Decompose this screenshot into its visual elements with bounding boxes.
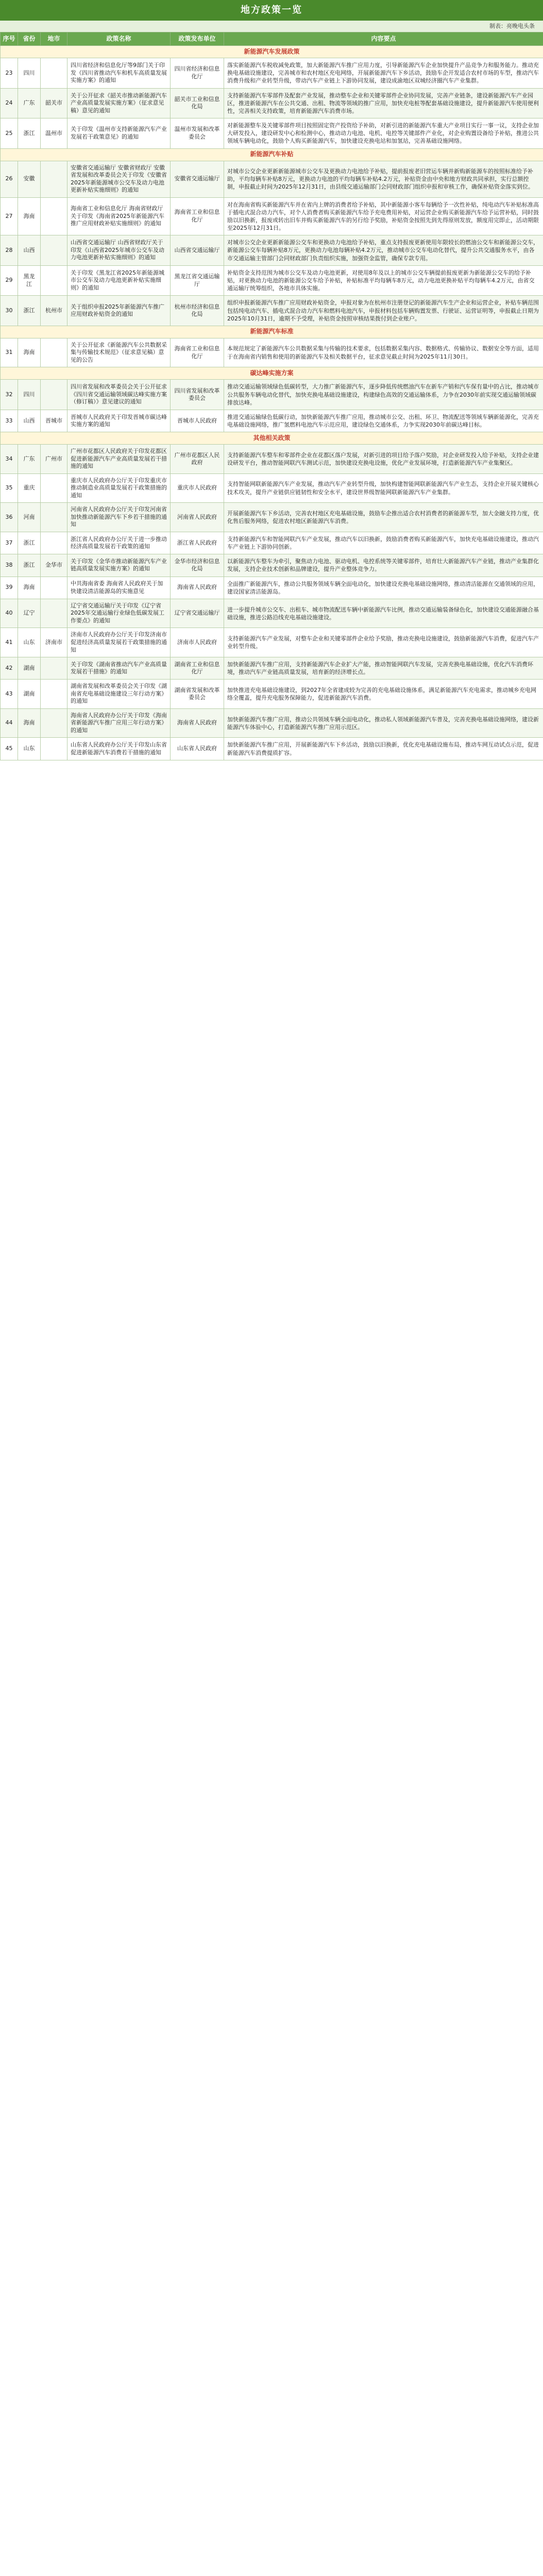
row-issuer: 浙江省人民政府: [171, 532, 224, 554]
row-province: 安徽: [18, 161, 41, 197]
section-title: 新能源汽车补贴: [1, 148, 543, 161]
row-policy-name: 山西省交通运输厅 山西省财政厅关于印发《山西省2025年城市公交车及动力电池更新补贴实施细则》的通知: [67, 235, 171, 266]
section-title: 新能源汽车标准: [1, 326, 543, 338]
row-policy-name: 山东省人民政府办公厅关于印发山东省促进新能源汽车消费若干措施的通知: [67, 738, 171, 760]
row-city: [41, 708, 67, 738]
row-city: 韶关市: [41, 88, 67, 118]
row-issuer: 安徽省交通运输厅: [171, 161, 224, 197]
row-policy-name: 安徽省交通运输厅 安徽省财政厅 安徽省发展和改革委员会关于印发《安徽省2025年新能源城市公交车及动力电池更新补贴实施细则》的通知: [67, 161, 171, 197]
column-header-policy-name: 政策名称: [67, 32, 171, 46]
row-key-points: 支持新能源汽车产业发展，对整车企业和关键零部件企业给予奖励，推动充换电设施建设，鼓励新能源汽车消费，促进汽车产业转型升级。: [224, 628, 543, 657]
row-province: 山东: [18, 628, 41, 657]
row-key-points: 对在海南省购买新能源汽车并在省内上牌的消费者给予补贴，其中新能源小客车每辆给予一次性补贴，纯电动汽车补贴标准高于插电式混合动力汽车，对个人消费者购买新能源汽车给予充电费用补贴，对运营企业购买新能源汽车给予运营补贴，同时鼓励以旧换新，报废或转出旧车并购买新能源汽车的另行给予奖励，补贴资金按照先到先得原则发放，额度用完即止，活动期限至2025年12月31日。: [224, 197, 543, 235]
table-row: [1, 708, 543, 738]
table-row: [1, 88, 543, 118]
section-header-row: [1, 326, 543, 338]
row-issuer: 四川省经济和信息化厅: [171, 58, 224, 89]
row-key-points: 加快新能源汽车推广应用，支持新能源汽车企业扩大产能，推动智能网联汽车发展，完善充换电基础设施，优化汽车消费环境，推动汽车产业链高质量发展，培育新的经济增长点。: [224, 657, 543, 680]
row-issuer: 山东省人民政府: [171, 738, 224, 760]
row-province: 广东: [18, 88, 41, 118]
row-policy-name: 重庆市人民政府办公厅关于印发重庆市推动制造业高质量发展若干政策措施的通知: [67, 473, 171, 503]
row-number: 38: [1, 554, 18, 577]
row-issuer: 韶关市工业和信息化局: [171, 88, 224, 118]
row-policy-name: 四川省经济和信息化厅等9部门关于印发《四川省推动汽车和机车高质量发展实施方案》的通知: [67, 58, 171, 89]
row-issuer: 湖南省工业和信息化厅: [171, 657, 224, 680]
column-header-issuer: 政策发布单位: [171, 32, 224, 46]
row-issuer: 海南省工业和信息化厅: [171, 197, 224, 235]
row-number: 36: [1, 503, 18, 532]
row-issuer: 温州市发展和改革委员会: [171, 118, 224, 149]
row-policy-name: 河南省人民政府办公厅关于印发河南省加快推动新能源汽车下乡若干措施的通知: [67, 503, 171, 532]
row-key-points: 对城市公交企业更新新能源公交车和更换动力电池给予补贴，重点支持报废更新使用年限较长的燃油公交车和新能源公交车，新能源公交车每辆补贴8万元，更换动力电池每辆补贴4.2万元，推动城市公交车电动化替代，提升公共交通服务水平，由各市交通运输主管部门会同财政部门负责组织实施，加强资金监管，确保专款专用。: [224, 235, 543, 266]
row-number: 25: [1, 118, 18, 149]
column-header-key-points: 内容要点: [224, 32, 543, 46]
table-row: [1, 235, 543, 266]
row-province: 浙江: [18, 296, 41, 326]
table-row: [1, 118, 543, 149]
row-city: [41, 680, 67, 709]
row-issuer: 杭州市经济和信息化局: [171, 296, 224, 326]
row-policy-name: 湖南省发展和改革委员会关于印发《湖南省充电基础设施建设三年行动方案》的通知: [67, 680, 171, 709]
row-province: 重庆: [18, 473, 41, 503]
row-issuer: 济南市人民政府: [171, 628, 224, 657]
row-number: 28: [1, 235, 18, 266]
row-number: 44: [1, 708, 18, 738]
column-header-no: 序号: [1, 32, 18, 46]
section-title: 碳达峰实施方案: [1, 367, 543, 380]
row-number: 31: [1, 338, 18, 367]
row-policy-name: 关于印发《湖南省推动汽车产业高质量发展若干措施》的通知: [67, 657, 171, 680]
row-number: 39: [1, 577, 18, 599]
row-policy-name: 四川省发展和改革委员会关于公开征求《四川省交通运输领域碳达峰实施方案（修订稿）》意见建议的通知: [67, 380, 171, 410]
row-number: 42: [1, 657, 18, 680]
row-key-points: 进一步提升城市公交车、出租车、城市物流配送车辆中新能源汽车比例，推动交通运输装备绿色化，加快建设交通能源融合基础设施，推进公路沿线充电基础设施建设。: [224, 599, 543, 628]
section-title: 新能源汽车发展政策: [1, 46, 543, 58]
row-issuer: 海南省工业和信息化厅: [171, 338, 224, 367]
row-city: [41, 577, 67, 599]
row-province: 黑龙江: [18, 265, 41, 296]
row-number: 45: [1, 738, 18, 760]
row-policy-name: 关于印发《温州市支持新能源汽车产业发展若干政策意见》的通知: [67, 118, 171, 149]
section-header-row: [1, 367, 543, 380]
table-row: [1, 380, 543, 410]
row-key-points: 开展新能源汽车下乡活动，完善农村地区充电基础设施，鼓励车企推出适合农村消费者的新能源车型，加大金融支持力度，优化售后服务网络，促进农村地区新能源汽车消费。: [224, 503, 543, 532]
row-province: 海南: [18, 708, 41, 738]
row-province: 山西: [18, 235, 41, 266]
table-row: [1, 161, 543, 197]
row-province: 湖南: [18, 680, 41, 709]
row-issuer: 山西省交通运输厅: [171, 235, 224, 266]
page-title: 地方政策一览: [0, 0, 543, 21]
table-row: [1, 554, 543, 577]
table-row: [1, 577, 543, 599]
row-key-points: 加快新能源汽车推广应用，推动公共领域车辆全面电动化，推动私人领域新能源汽车普及，完善充换电基础设施网络，建设新能源汽车体验中心，打造新能源汽车推广应用示范区。: [224, 708, 543, 738]
row-province: 海南: [18, 338, 41, 367]
table-row: [1, 197, 543, 235]
row-key-points: 支持新能源汽车整车和零部件企业在花都区落户发展，对新引进的项目给予落户奖励，对企业研发投入给予补贴，支持企业建设研发平台，推动智能网联汽车测试示范，加快建设充换电设施，优化产业发展环境，打造新能源汽车产业集聚区。: [224, 445, 543, 474]
row-policy-name: 晋城市人民政府关于印发晋城市碳达峰实施方案的通知: [67, 410, 171, 432]
policy-table: [0, 32, 543, 760]
row-policy-name: 海南省工业和信息化厅 海南省财政厅关于印发《海南省2025年新能源汽车推广应用财政补贴实施细则》的通知: [67, 197, 171, 235]
row-number: 37: [1, 532, 18, 554]
table-row: [1, 58, 543, 89]
section-title: 其他相关政策: [1, 432, 543, 445]
row-key-points: 组织申报新能源汽车推广应用财政补贴资金，申报对象为在杭州市注册登记的新能源汽车生产企业和运营企业，补贴车辆范围包括纯电动汽车、插电式混合动力汽车和燃料电池汽车，申报材料包括车辆购置发票、行驶证、运营证明等，申报截止日期为2025年10月31日，逾期不予受理，补贴资金按照审核结果拨付到企业账户。: [224, 296, 543, 326]
row-number: 24: [1, 88, 18, 118]
row-key-points: 支持新能源汽车和智能网联汽车产业发展，推动汽车以旧换新，鼓励消费者购买新能源汽车，加快充电基础设施建设，推动汽车产业链上下游协同创新。: [224, 532, 543, 554]
row-issuer: 河南省人民政府: [171, 503, 224, 532]
table-row: [1, 338, 543, 367]
row-city: [41, 235, 67, 266]
table-row: [1, 265, 543, 296]
row-policy-name: 海南省人民政府办公厅关于印发《海南省新能源汽车推广应用三年行动方案》的通知: [67, 708, 171, 738]
row-key-points: 落实新能源汽车税收减免政策，加大新能源汽车推广应用力度，引导新能源汽车企业加快提升产品竞争力和服务能力。推动充换电基础设施建设，完善城市和农村地区充电网络，开展新能源汽车下乡活动，鼓励车企开发适合农村市场的车型，推动汽车消费升级和产业转型升级，带动汽车产业链上下游协同发展，建设成渝地区双城经济圈汽车产业集群。: [224, 58, 543, 89]
row-province: 海南: [18, 197, 41, 235]
row-province: 广东: [18, 445, 41, 474]
section-header-row: [1, 432, 543, 445]
row-city: [41, 503, 67, 532]
row-key-points: 支持新能源汽车零部件及配套产业发展，推动整车企业和关键零部件企业协同发展，完善产业链条，建设新能源汽车产业园区，推进新能源汽车在公共交通、出租、物流等领域的推广应用，加快充电桩等配套基础设施建设，提升新能源汽车使用便利性，完善相关支持政策，培育新能源汽车消费市场。: [224, 88, 543, 118]
row-province: 浙江: [18, 118, 41, 149]
row-number: 41: [1, 628, 18, 657]
row-issuer: 湖南省发展和改革委员会: [171, 680, 224, 709]
row-province: 辽宁: [18, 599, 41, 628]
row-key-points: 全面推广新能源汽车，推动公共服务领域车辆全面电动化，加快建设充换电基础设施网络，推动清洁能源在交通领域的应用，建设国家清洁能源岛。: [224, 577, 543, 599]
row-city: 温州市: [41, 118, 67, 149]
row-number: 35: [1, 473, 18, 503]
row-number: 33: [1, 410, 18, 432]
row-city: [41, 599, 67, 628]
row-city: [41, 197, 67, 235]
row-city: [41, 738, 67, 760]
row-policy-name: 中共海南省委 海南省人民政府关于加快建设清洁能源岛的实施意见: [67, 577, 171, 599]
row-key-points: 补贴资金支持范围为城市公交车及动力电池更新，对使用8年及以上的城市公交车辆提前报废更新为新能源公交车的给予补贴，对更换动力电池的新能源公交车给予补贴，补贴标准平均每辆车8万元，动力电池更换补贴平均每辆车4.2万元，由省交通运输厅统筹组织，各地市具体实施。: [224, 265, 543, 296]
table-header-row: [1, 32, 543, 46]
row-number: 30: [1, 296, 18, 326]
row-number: 40: [1, 599, 18, 628]
table-row: [1, 532, 543, 554]
row-city: [41, 161, 67, 197]
section-header-row: [1, 46, 543, 58]
row-province: 湖南: [18, 657, 41, 680]
row-city: [41, 532, 67, 554]
row-city: [41, 265, 67, 296]
row-province: 浙江: [18, 532, 41, 554]
row-city: 金华市: [41, 554, 67, 577]
row-province: 河南: [18, 503, 41, 532]
table-row: [1, 680, 543, 709]
row-city: 杭州市: [41, 296, 67, 326]
row-key-points: 支持智能网联新能源汽车产业发展，推动汽车产业转型升级，加快构建智能网联新能源汽车产业生态，支持企业开展关键核心技术攻关，提升产业链供应链韧性和安全水平，建设世界级智能网联新能源汽车产业集群。: [224, 473, 543, 503]
table-row: [1, 445, 543, 474]
column-header-city: 地市: [41, 32, 67, 46]
row-province: 浙江: [18, 554, 41, 577]
row-policy-name: 广州市花都区人民政府关于印发花都区促进新能源汽车产业高质量发展若干措施的通知: [67, 445, 171, 474]
row-key-points: 以新能源汽车整车为牵引，聚焦动力电池、驱动电机、电控系统等关键零部件，培育壮大新能源汽车产业链，推动产业集群化发展，支持企业技术创新和品牌建设，提升产业整体竞争力。: [224, 554, 543, 577]
table-row: [1, 473, 543, 503]
row-policy-name: 辽宁省交通运输厅关于印发《辽宁省2025年交通运输行业绿色低碳发展工作要点》的通知: [67, 599, 171, 628]
row-issuer: 晋城市人民政府: [171, 410, 224, 432]
row-issuer: 海南省人民政府: [171, 708, 224, 738]
row-number: 23: [1, 58, 18, 89]
row-policy-name: 关于印发《金华市推动新能源汽车产业链高质量发展实施方案》的通知: [67, 554, 171, 577]
row-province: 山东: [18, 738, 41, 760]
table-row: [1, 599, 543, 628]
table-row: [1, 738, 543, 760]
row-issuer: 辽宁省交通运输厅: [171, 599, 224, 628]
row-issuer: 金华市经济和信息化局: [171, 554, 224, 577]
row-city: 广州市: [41, 445, 67, 474]
row-number: 26: [1, 161, 18, 197]
row-issuer: 海南省人民政府: [171, 577, 224, 599]
row-city: [41, 657, 67, 680]
table-maker-credit: 制表：亮晚电头条: [0, 21, 543, 32]
row-city: 晋城市: [41, 410, 67, 432]
row-key-points: 推动交通运输领域绿色低碳转型，大力推广新能源汽车，逐步降低传统燃油汽车在新车产销和汽车保有量中的占比，推动城市公共服务车辆电动化替代，加快充换电基础设施建设，构建绿色高效的交通运输体系，力争在2030年前实现交通运输领域碳排放达峰。: [224, 380, 543, 410]
row-number: 43: [1, 680, 18, 709]
row-issuer: 黑龙江省交通运输厅: [171, 265, 224, 296]
row-province: 海南: [18, 577, 41, 599]
table-body: [1, 46, 543, 760]
row-number: 34: [1, 445, 18, 474]
row-city: [41, 58, 67, 89]
row-key-points: 加快新能源汽车推广应用，开展新能源汽车下乡活动，鼓励以旧换新，优化充电基础设施布局，推动车网互动试点示范，促进新能源汽车消费提质扩容。: [224, 738, 543, 760]
row-city: 济南市: [41, 628, 67, 657]
row-policy-name: 关于公开征求《韶关市推动新能源汽车产业高质量发展实施方案》（征求意见稿）意见的通知: [67, 88, 171, 118]
row-policy-name: 关于组织申报2025年新能源汽车推广应用财政补贴资金的通知: [67, 296, 171, 326]
table-row: [1, 296, 543, 326]
table-row: [1, 503, 543, 532]
row-number: 27: [1, 197, 18, 235]
row-key-points: 本规范规定了新能源汽车公共数据采集与传输的技术要求，包括数据采集内容、数据格式、传输协议、数据安全等方面，适用于在海南省内销售和使用的新能源汽车及相关数据平台，征求意见截止时间为2025年11月30日。: [224, 338, 543, 367]
table-row: [1, 657, 543, 680]
row-city: [41, 380, 67, 410]
row-number: 29: [1, 265, 18, 296]
row-province: 四川: [18, 58, 41, 89]
row-key-points: 推进交通运输绿色低碳行动，加快新能源汽车推广应用，推动城市公交、出租、环卫、物流配送等领域车辆新能源化，完善充电基础设施网络，推广氢燃料电池汽车示范应用，建设绿色交通体系，力争实现2030年前碳达峰目标。: [224, 410, 543, 432]
row-province: 山西: [18, 410, 41, 432]
row-number: 32: [1, 380, 18, 410]
table-row: [1, 410, 543, 432]
row-policy-name: 关于印发《黑龙江省2025年新能源城市公交车及动力电池更新补贴实施细则》的通知: [67, 265, 171, 296]
row-province: 四川: [18, 380, 41, 410]
row-policy-name: 关于公开征求《新能源汽车公共数据采集与传输技术规范》（征求意见稿）意见的公告: [67, 338, 171, 367]
section-header-row: [1, 148, 543, 161]
table-row: [1, 628, 543, 657]
row-issuer: 广州市花都区人民政府: [171, 445, 224, 474]
row-policy-name: 济南市人民政府办公厅关于印发济南市促进经济高质量发展若干政策措施的通知: [67, 628, 171, 657]
row-key-points: 对城市公交企业更新新能源城市公交车及更换动力电池给予补贴，提前报废老旧营运车辆并新购新能源车的按照标准给予补助，平均每辆车补贴8万元，更换动力电池的平均每辆车补贴4.2万元，补贴资金由中央和地方财政共同承担，实行总额控制，申报截止时间为2025年12月31日，由县级交通运输部门会同财政部门组织申报和审核工作，确保补贴资金落实到位。: [224, 161, 543, 197]
row-policy-name: 浙江省人民政府办公厅关于进一步推动经济高质量发展若干政策的通知: [67, 532, 171, 554]
row-key-points: 加快推进充电基础设施建设，到2027年全省建成较为完善的充电基础设施体系，满足新能源汽车充电需求，推动城乡充电网络全覆盖，提升充电服务保障能力，促进新能源汽车消费。: [224, 680, 543, 709]
column-header-province: 省份: [18, 32, 41, 46]
row-issuer: 重庆市人民政府: [171, 473, 224, 503]
row-city: [41, 473, 67, 503]
row-key-points: 对新能源整车及关键零部件项目按照固定资产投资给予补助，对新引进的新能源汽车重大产业项目实行一事一议，支持企业加大研发投入，建设研发中心和检测中心，推动动力电池、电机、电控等关键部件产业化，对企业购置设备给予补贴，推进公共领域车辆电动化，鼓励个人购买新能源汽车，加快建设充换电站和加氢站，完善基础设施网络。: [224, 118, 543, 149]
row-issuer: 四川省发展和改革委员会: [171, 380, 224, 410]
row-city: [41, 338, 67, 367]
